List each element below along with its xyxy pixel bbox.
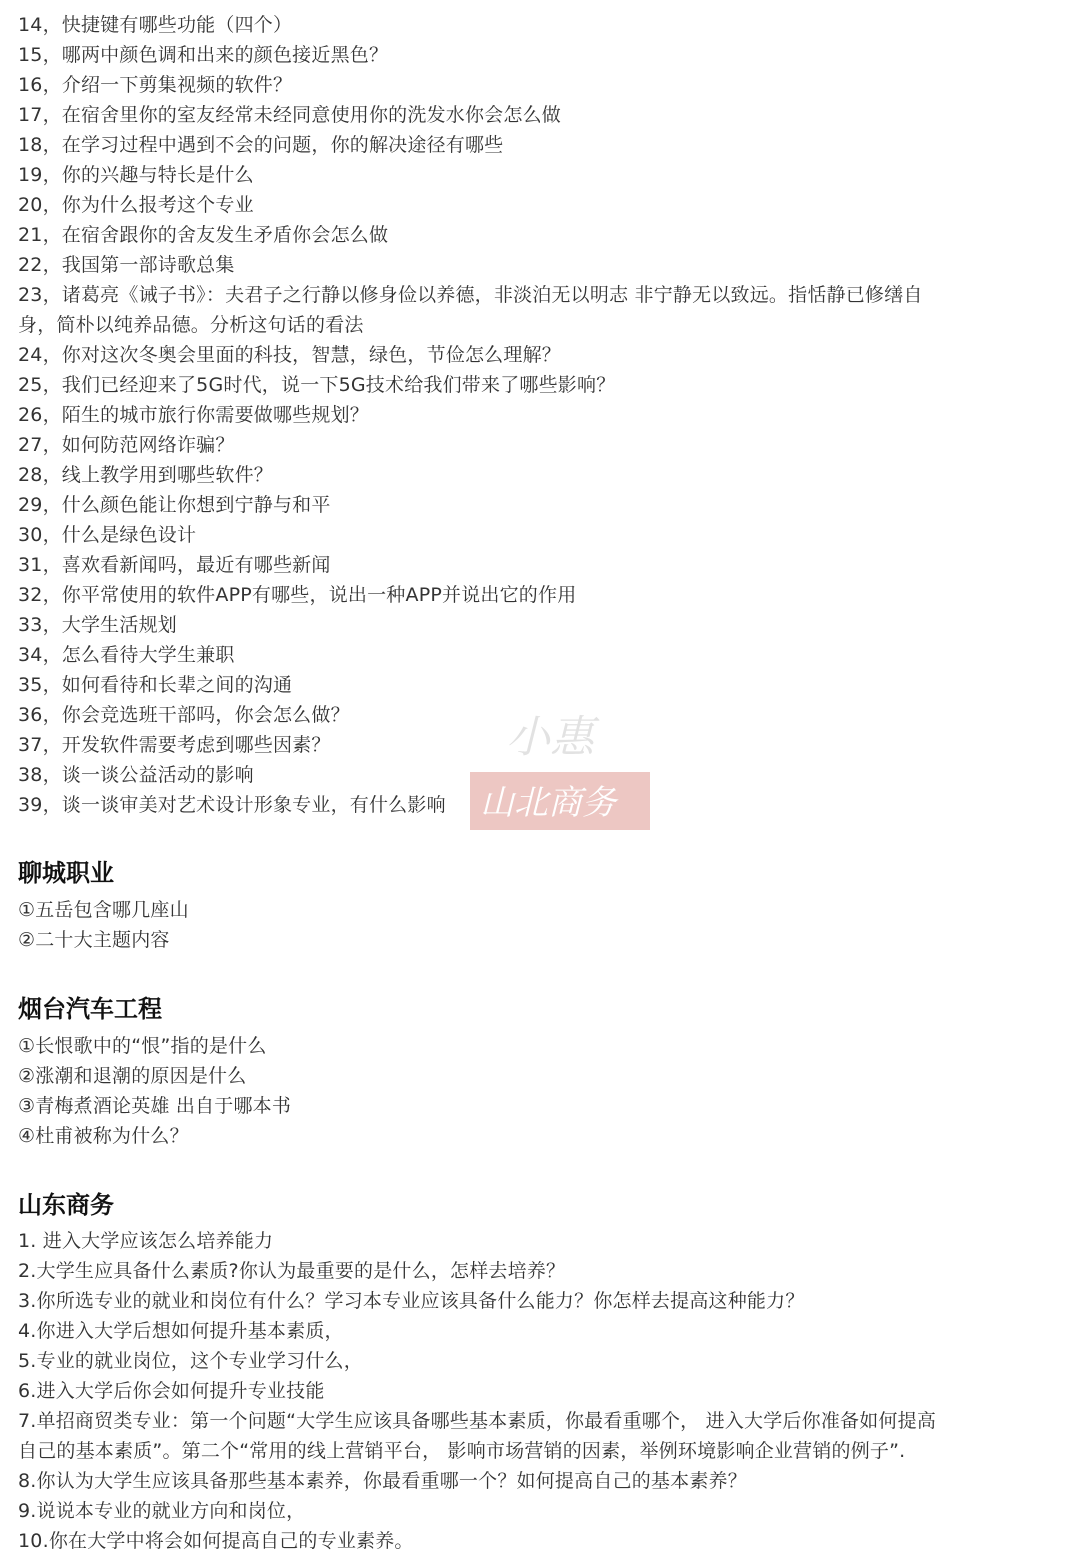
question-line: 14，快捷键有哪些功能（四个） [18, 14, 293, 36]
question-line: 4.你进入大学后想如何提升基本素质， [18, 1320, 344, 1342]
watermark-text-bottom: 山北商务 [480, 783, 616, 823]
question-line: 33，大学生活规划 [18, 614, 177, 636]
question-line: 2.大学生应具备什么素质?你认为最重要的是什么，怎样去培养？ [18, 1260, 566, 1282]
question-line: 6.进入大学后你会如何提升专业技能 [18, 1380, 325, 1402]
question-line: 38，谈一谈公益活动的影响 [18, 764, 254, 786]
question-line: 29，什么颜色能让你想到宁静与和平 [18, 494, 331, 516]
question-line: 30，什么是绿色设计 [18, 524, 197, 546]
question-line: 18，在学习过程中遇到不会的问题，你的解决途径有哪些 [18, 134, 504, 156]
question-line-continued: 自己的基本素质”。第二个“常用的线上营销平台， 影响市场营销的因素，举例环境影响企业营销的例子”. [18, 1440, 906, 1462]
question-line: ②涨潮和退潮的原因是什么 [18, 1065, 247, 1087]
question-line: 28，线上教学用到哪些软件？ [18, 464, 273, 486]
question-line: 27，如何防范网络诈骗？ [18, 434, 235, 456]
section-heading-shandong: 山东商务 [18, 1191, 114, 1219]
watermark-text-top: 小惠 [506, 712, 594, 763]
question-line: 16，介绍一下剪集视频的软件？ [18, 74, 293, 96]
question-line: 10.你在大学中将会如何提高自己的专业素养。 [18, 1530, 414, 1552]
question-line: 9.说说本专业的就业方向和岗位， [18, 1500, 306, 1522]
question-line: 34，怎么看待大学生兼职 [18, 644, 235, 666]
question-line: 32，你平常使用的软件APP有哪些，说出一种APP并说出它的作用 [18, 584, 577, 606]
question-line: 17，在宿舍里你的室友经常未经同意使用你的洗发水你会怎么做 [18, 104, 561, 126]
question-line: 23，诸葛亮《诫子书》：夫君子之行静以修身俭以养德，非淡泊无以明志 非宁静无以致远。指恬静已修缮自 [18, 284, 923, 306]
question-line: ②二十大主题内容 [18, 929, 170, 951]
question-line: 3.你所选专业的就业和岗位有什么？学习本专业应该具备什么能力？你怎样去提高这种能力？ [18, 1290, 805, 1312]
question-line: 37，开发软件需要考虑到哪些因素？ [18, 734, 331, 756]
question-line: ④杜甫被称为什么？ [18, 1125, 189, 1147]
question-line: 7.单招商贸类专业：第一个问题“大学生应该具备哪些基本素质，你最看重哪个， 进入大学后你准备如何提高 [18, 1410, 937, 1432]
question-line: 39，谈一谈审美对艺术设计形象专业，有什么影响 [18, 794, 446, 816]
question-line: ①五岳包含哪几座山 [18, 899, 189, 921]
question-line: 25，我们已经迎来了5G时代，说一下5G技术给我们带来了哪些影响？ [18, 374, 616, 396]
question-line: 22，我国第一部诗歌总集 [18, 254, 235, 276]
question-line: 20，你为什么报考这个专业 [18, 194, 254, 216]
section-heading-liaocheng: 聊城职业 [18, 859, 114, 887]
question-line-continued: 身，简朴以纯养品德。分析这句话的看法 [18, 314, 364, 336]
question-line: 31，喜欢看新闻吗，最近有哪些新闻 [18, 554, 331, 576]
question-line: 1. 进入大学应该怎么培养能力 [18, 1230, 274, 1252]
question-line: 24，你对这次冬奥会里面的科技，智慧，绿色，节俭怎么理解？ [18, 344, 561, 366]
section-heading-yantai: 烟台汽车工程 [18, 995, 162, 1023]
question-line: ①长恨歌中的“恨”指的是什么 [18, 1035, 267, 1057]
question-line: 26，陌生的城市旅行你需要做哪些规划？ [18, 404, 369, 426]
question-line: 8.你认为大学生应该具备那些基本素养，你最看重哪一个？如何提高自己的基本素养？ [18, 1470, 747, 1492]
question-line: 15，哪两中颜色调和出来的颜色接近黑色？ [18, 44, 389, 66]
question-line: 19，你的兴趣与特长是什么 [18, 164, 254, 186]
question-line: 35，如何看待和长辈之间的沟通 [18, 674, 293, 696]
question-line: 5.专业的就业岗位，这个专业学习什么， [18, 1350, 363, 1372]
question-line: 36，你会竞选班干部吗，你会怎么做？ [18, 704, 350, 726]
question-line: 21，在宿舍跟你的舍友发生矛盾你会怎么做 [18, 224, 389, 246]
question-line: ③青梅煮酒论英雄 出自于哪本书 [18, 1095, 292, 1117]
